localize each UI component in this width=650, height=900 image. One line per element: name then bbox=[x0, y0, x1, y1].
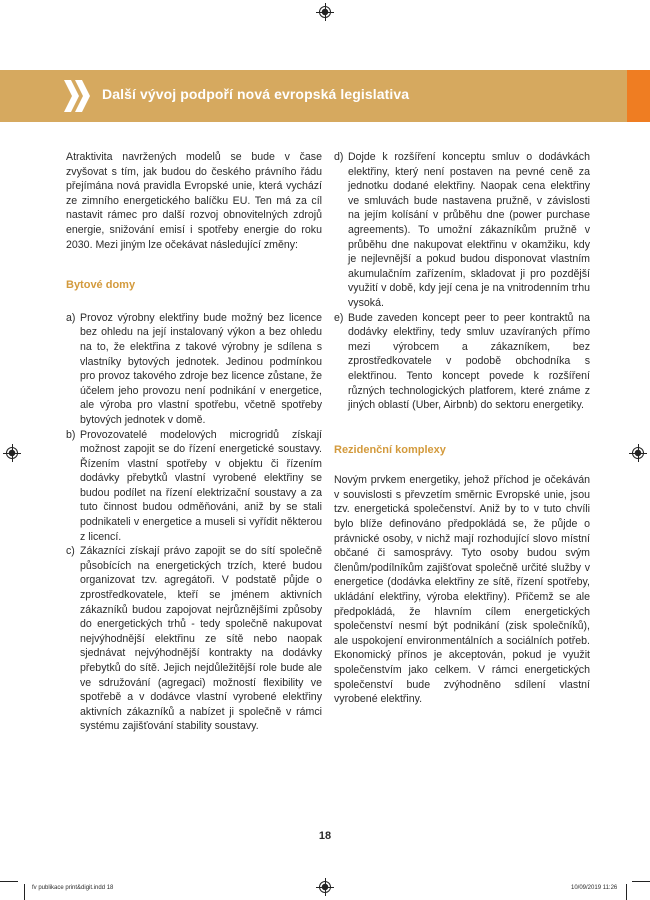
item-list-continued bbox=[334, 150, 590, 413]
crop-mark bbox=[0, 881, 18, 882]
item-text: Provozovatelé modelových microgridů získají možnost zapojit se do řízení energetické soustavy. Řízením vlastní spotřeby v objektu či řízením dodávky přebytků vlastní vyrobené elektřiny se budou podílet na řízení elektrizační soustavy a za tuto činnost budou odměňováni, aniž by se stali podnikateli v energetice a museli si vyřídit některou z licencí. bbox=[80, 428, 322, 543]
list-item bbox=[66, 544, 322, 734]
crop-mark bbox=[632, 881, 650, 882]
section-banner bbox=[0, 70, 627, 122]
list-item bbox=[66, 428, 322, 545]
crop-mark bbox=[626, 884, 627, 900]
item-text: Bude zaveden koncept peer to peer kontraktů na dodávky elektřiny, tedy smluv uzavíraných přímo mezi výrobcem a zákazníkem, bez zprostředkovatele v podobě obchodníka s elektřinou. Tento koncept povede k rozšíření různých technologických platforem, které známe z jiných oblastí (Uber, Airbnb) do sektoru energetiky. bbox=[348, 311, 590, 412]
item-list bbox=[66, 311, 322, 734]
item-letter: d) bbox=[334, 151, 344, 163]
registration-mark-left-icon bbox=[6, 447, 18, 459]
section-heading-rezidencni-komplexy: Rezidenční komplexy bbox=[334, 443, 446, 456]
item-text: Dojde k rozšíření konceptu smluv o dodávkách elektřiny, který není postaven na pevné ceně za jednotku dodané elektřiny. Naopak cena elektřiny ve smluvách bude nastavena pružně, v závislosti na jejím kolísání v průběhu dne (power purchase agreements). To umožní zákazníkům pružně v průběhu dne nakupovat elektřinu v okamžiku, kdy je nejlevnější a pokud budou disponovat vlastním akumulačním zařízením, skladovat ji pro pozdější využití v době, kdy její cena je na vnitrodenním trhu vysoká. bbox=[348, 151, 590, 309]
print-slug-date: 10/09/2019 11:26 bbox=[571, 885, 618, 891]
intro-paragraph: Atraktivita navržených modelů se bude v čase zvyšovat s tím, jak budou do českého právního řádu přejímána nová pravidla Evropské unie, která vychází ze zimního energetického balíčku EU. Ten má za cíl nastavit rámec pro další rozvoj obnovitelných zdrojů energie, snižování emisí i spotřeby energie do roku 2030. Mezi jiným lze očekávat následující změny: bbox=[66, 151, 322, 251]
crop-mark bbox=[24, 884, 25, 900]
list-item bbox=[334, 150, 590, 311]
double-chevron-icon bbox=[64, 80, 90, 112]
registration-mark-right-icon bbox=[632, 447, 644, 459]
registration-mark-top-icon bbox=[319, 6, 331, 18]
registration-mark-bottom-icon bbox=[319, 881, 331, 893]
list-item bbox=[334, 311, 590, 413]
right-column bbox=[334, 150, 590, 707]
section2-paragraph: Novým prvkem energetiky, jehož příchod je očekáván v souvislosti s převzetím směrnic Evropské unie, jsou tzv. energetická společenství. Aniž by to v tuto chvíli bylo blíže definováno předpokládá se, že půjde o právnické osoby, v nichž mají rozhodující slovo místní občané či samosprávy. Tyto osoby budou svým členům/podílníkům zajišťovat společně určité služby v energetice (dodávka elektřiny ze sítě, řízení spotřeby, ukládání elektřiny, výroba elektřiny). Přičemž se ale předpokládá, že hlavním cílem energetických společenství nesmí být podnikání (zisk společníků), ale uspokojení environmentálních a sociálních potřeb. Ekonomický přínos je akceptován, pokud je využit společenstvím jako celkem. V rámci energetických společenství bude zvýhodněno sdílení vlastní vyrobené elektřiny. bbox=[334, 474, 590, 706]
item-letter: c) bbox=[66, 545, 75, 558]
banner-title: Další vývoj podpoří nová evropská legislativa bbox=[102, 86, 410, 102]
print-slug-file: fv publikace print&digit.indd 18 bbox=[32, 885, 114, 891]
item-text: Zákazníci získají právo zapojit se do sítí společně působících na energetických trzích, které budou organizovat tzv. agregátoři. V podstatě půjde o zprostředkovatele, kteří se jménem aktivních zákazníků budou zapojovat nejrůznějšími způsoby do energetických trhů - tedy společně nakupovat nejvýhodnější elektřinu ze sítě nebo naopak sjednávat nejvýhodnější kontrakty na dodávky přebytků do sítě. Jejich nejdůležitější role bude ale ve sdružování (agregaci) možností flexibility ve spotřebě a v dodávce vlastní vyrobené elektřiny aktivních zákazníků a nabízet ji společně v rámci systému zajišťování stability soustavy. bbox=[80, 545, 322, 733]
list-item bbox=[66, 311, 322, 428]
item-letter: e) bbox=[334, 311, 344, 324]
item-letter: a) bbox=[66, 311, 76, 324]
item-letter: b) bbox=[66, 428, 76, 441]
banner-accent-strip bbox=[627, 70, 650, 122]
section-heading-bytove-domy: Bytové domy bbox=[66, 279, 136, 292]
item-text: Provoz výrobny elektřiny bude možný bez licence bez ohledu na její instalovaný výkon a bez ohledu na to, že elektřina z takové výrobny je sdílena s vlastníky bytových jednotek. Jedinou podmínkou pro provoz takového zdroje bez licence zůstane, že účelem jeho provozu není podnikání v energetice, ale výroba pro vlastní spotřebu, včetně spotřeby bytových jednotek v domě. bbox=[80, 311, 322, 426]
left-column bbox=[66, 150, 322, 734]
page-number: 18 bbox=[318, 830, 332, 842]
